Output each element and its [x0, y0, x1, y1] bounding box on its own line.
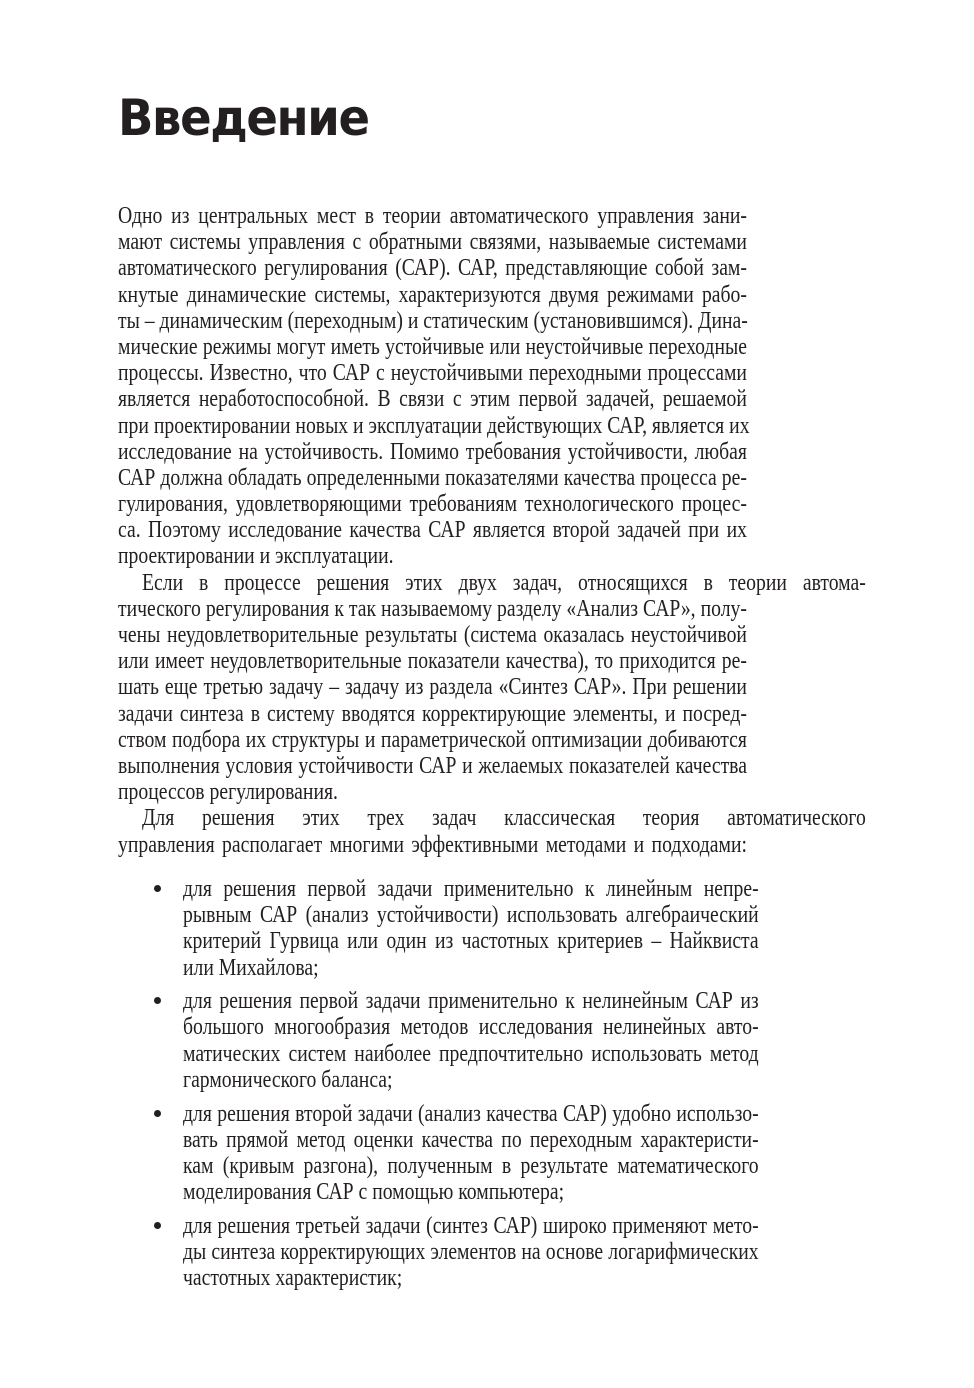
text-line: мают системы управления с обратными связями, называемые системами — [118, 229, 747, 256]
paragraph-1 — [118, 203, 885, 570]
page-title: Введение — [118, 89, 369, 147]
text-line: рывным САР (анализ устойчивости) использовать алгебраический — [183, 902, 759, 929]
text-line: са. Поэтому исследование качества САР является второй задачей при их — [118, 517, 747, 544]
text-line: ды синтеза корректирующих элементов на основе логарифмических — [183, 1238, 759, 1265]
bullet-icon — [154, 1110, 161, 1117]
bullet-icon — [154, 997, 161, 1004]
text-line: критерий Гурвица или один из частотных критериев – Найквиста — [183, 928, 759, 955]
text-line: гулирования, удовлетворяющими требованиям технологического процес- — [118, 491, 747, 518]
text-line: для решения первой задачи применительно к линейным непре- — [183, 876, 759, 902]
text-line: автоматического регулирования (САР). САР, представляющие собой зам- — [118, 255, 747, 282]
text-line: исследование на устойчивость. Помимо требования устойчивости, любая — [118, 438, 747, 465]
text-line: Для решения этих трех задач классическая теория автоматического — [142, 805, 866, 832]
text-line: моделирования САР с помощью компьютера; — [183, 1179, 565, 1206]
text-line: матических систем наиболее предпочтительно использовать метод — [183, 1040, 759, 1067]
list-item — [118, 1101, 885, 1206]
text-line: является неработоспособной. В связи с этим первой задачей, решаемой — [118, 386, 747, 413]
text-line: для решения первой задачи применительно к нелинейным САР из — [183, 988, 759, 1015]
text-line: или Михайлова; — [183, 954, 319, 981]
text-line: кнутые динамические системы, характеризуются двумя режимами рабо- — [118, 281, 747, 308]
methods-list — [118, 876, 885, 1299]
text-line: Если в процессе решения этих двух задач, относящихся в теории автома- — [142, 569, 866, 596]
text-line: процессы. Известно, что САР с неустойчивыми переходными процессами — [118, 360, 747, 387]
text-line: выполнения условия устойчивости САР и желаемых показателей качества — [118, 752, 747, 779]
body-text — [118, 203, 885, 858]
text-line: для решения третьей задачи (синтез САР) широко применяют мето- — [183, 1212, 759, 1239]
text-line: гармонического баланса; — [183, 1066, 393, 1093]
text-line: процессов регулирования. — [118, 779, 338, 806]
text-line: САР должна обладать определенными показателями качества процесса ре- — [118, 464, 747, 491]
text-line: при проектировании новых и эксплуатации действующих САР, является их — [118, 412, 750, 439]
list-item — [118, 988, 885, 1093]
list-item — [118, 876, 885, 981]
text-line: тического регулирования к так называемому разделу «Анализ САР», полу- — [118, 595, 747, 622]
text-line: Одно из центральных мест в теории автоматического управления зани- — [118, 203, 747, 229]
paragraph-2 — [118, 570, 885, 806]
paragraph-3 — [118, 805, 885, 857]
text-line: ты – динамическим (переходным) и статическим (установившимся). Дина- — [118, 307, 748, 334]
list-item — [118, 1213, 885, 1292]
text-line: для решения второй задачи (анализ качества САР) удобно использо- — [183, 1100, 759, 1127]
text-line: шать еще третью задачу – задачу из раздела «Синтез САР». При решении — [118, 674, 747, 701]
text-line: мические режимы могут иметь устойчивые или неустойчивые переходные — [118, 333, 747, 360]
text-line: чены неудовлетворительные результаты (система оказалась неустойчивой — [118, 622, 747, 648]
text-line: или имеет неудовлетворительные показатели качества), то приходится ре- — [118, 648, 747, 675]
text-line: кам (кривым разгона), полученным в результате математического — [183, 1152, 759, 1179]
bullet-icon — [154, 885, 161, 892]
bullet-icon — [154, 1222, 161, 1229]
text-line: проектировании и эксплуатации. — [118, 543, 394, 570]
text-line: задачи синтеза в систему вводятся корректирующие элементы, и посред- — [118, 700, 747, 727]
text-line: ством подбора их структуры и параметрической оптимизации добиваются — [118, 726, 747, 753]
text-line: вать прямой метод оценки качества по переходным характеристи- — [183, 1126, 759, 1153]
text-line: частотных характеристик; — [183, 1265, 403, 1292]
text-line: управления располагает многими эффективными методами и подходами: — [118, 831, 747, 858]
text-line: большого многообразия методов исследования нелинейных авто- — [183, 1014, 759, 1041]
